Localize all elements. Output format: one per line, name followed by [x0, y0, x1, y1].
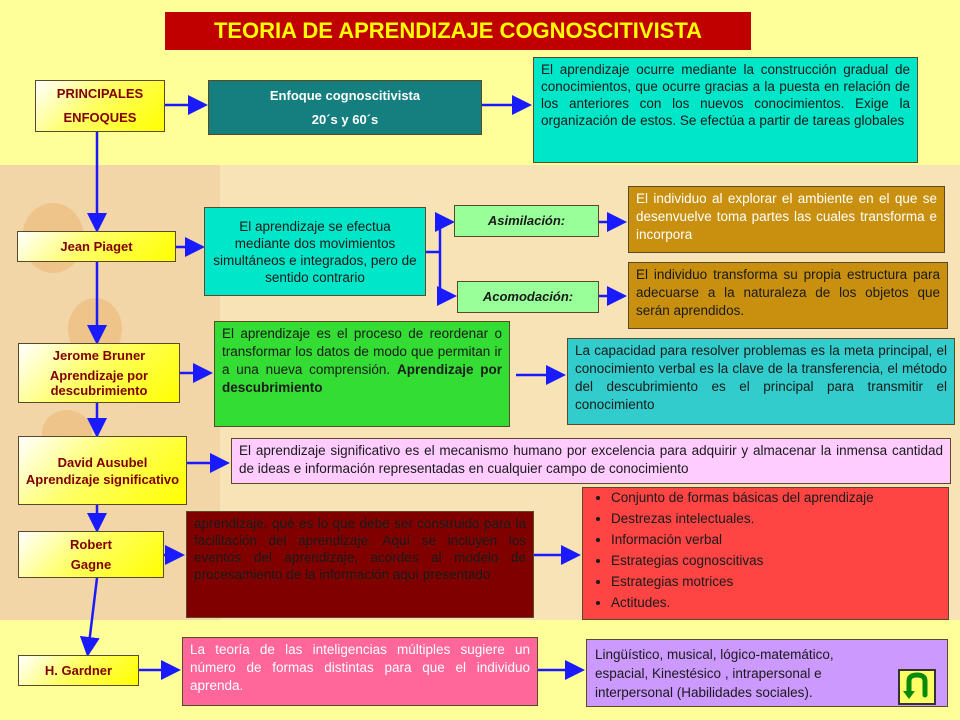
page-title: TEORIA DE APRENDIZAJE COGNOSCITIVISTA [165, 12, 751, 50]
gardner-result: Lingüístico, musical, lógico-matemático, espacial, Kinestésico , intrapersonal e interpersonal (Habilidades sociales). [586, 639, 948, 707]
bruner-name: Jerome Bruner [52, 348, 146, 363]
piaget-name: Jean Piaget [60, 238, 133, 254]
ausubel-box [18, 436, 187, 505]
enfoque-box [208, 80, 482, 135]
gagne-list [583, 488, 948, 611]
principales-enfoques-box [35, 80, 165, 132]
piaget-box [17, 231, 176, 262]
gagne-list-item: • Estrategias motrices [611, 574, 940, 590]
gagne-list-item: • Estrategias cognoscitivas [611, 553, 940, 569]
gagne-description: aprendizaje, qué es lo que debe ser construido para la facilitación del aprendizaje. Aquí se incluyen los eventos del aprendizaje, acordes al modelo de procesamiento de la información aquí presentado [186, 511, 534, 618]
gagne-first-name: Robert [70, 536, 112, 552]
bruner-result: La capacidad para resolver problemas es la meta principal, el conocimiento verbal es la clave de la transferencia, el método del descubrimiento es el principal para transmitir el conocimiento [567, 338, 955, 425]
enfoque-title: Enfoque cognoscitivista [269, 87, 421, 103]
ausubel-subtitle: Aprendizaje significativo [25, 471, 180, 487]
gagne-list-item: • Destrezas intelectuales. [611, 511, 940, 527]
bruner-description [214, 321, 510, 427]
gagne-list-item: • Actitudes. [611, 595, 940, 611]
return-button[interactable] [898, 669, 936, 705]
acomodacion-box: Acomodación: [457, 281, 599, 313]
gardner-description: La teoría de las inteligencias múltiples sugiere un número de formas distintas para que el individuo aprenda. [182, 637, 538, 706]
gagne-box [18, 531, 164, 578]
u-turn-return-icon [900, 671, 934, 703]
ausubel-description: El aprendizaje significativo es el mecanismo humano por excelencia para adquirir y almacenar la inmensa cantidad de ideas e información representadas en cualquier campo de conocimiento [231, 438, 951, 484]
piaget-description: El aprendizaje se efectua mediante dos movimientos simultáneos e integrados, pero de sentido contrario [204, 207, 426, 296]
gardner-box [18, 655, 139, 686]
bruner-desc-bold: Aprendizaje por descubrimiento [222, 362, 503, 395]
bruner-desc-text: El aprendizaje es el proceso de reordenar o transformar los datos de modo que permitan ir a una nueva comprensión. [222, 326, 502, 377]
gagne-list-item: • Conjunto de formas básicas del aprendizaje [611, 490, 940, 506]
enfoques-label: ENFOQUES [63, 110, 137, 125]
acomodacion-description: El individuo transforma su propia estructura para adecuarse a la naturaleza de los objetos que serán aprendidos. [628, 262, 948, 329]
gagne-list-item: • Información verbal [611, 532, 940, 548]
bruner-subtitle: Aprendizaje por descubrimiento [49, 368, 149, 398]
enfoque-years: 20´s y 60´s [311, 111, 379, 127]
gagne-last-name: Gagne [70, 556, 112, 572]
enfoque-description: El aprendizaje ocurre mediante la construcción gradual de conocimientos, que ocurre gracias a la puesta en relación de los anteriores con los nuevos conocimientos. Exige la organización de estos. Se efectúa a partir de tareas globales [533, 57, 918, 163]
asimilacion-box: Asimilación: [454, 205, 599, 237]
principales-label: PRINCIPALES [56, 86, 144, 101]
gardner-name: H. Gardner [44, 662, 113, 678]
ausubel-name: David Ausubel [57, 454, 148, 470]
gagne-list-box [582, 487, 949, 620]
bruner-box [18, 343, 180, 403]
asimilacion-description: El individuo al explorar el ambiente en el que se desenvuelve toma partes las cuales transforma e incorpora [628, 186, 945, 253]
